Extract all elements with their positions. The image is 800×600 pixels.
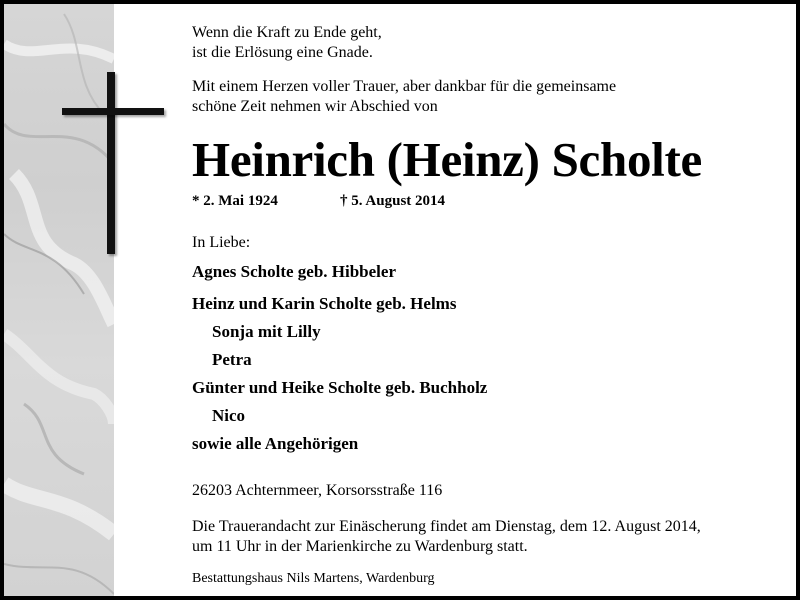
family-member-4: Petra (212, 350, 252, 369)
intro-line-1: Wenn die Kraft zu Ende geht, (192, 24, 382, 41)
in-love-label: In Liebe: (192, 234, 251, 251)
address: 26203 Achternmeer, Korsorsstraße 116 (192, 482, 443, 499)
service-line-2: um 11 Uhr in der Marienkirche zu Wardenburg statt. (192, 538, 528, 555)
birth-date: * 2. Mai 1924 (192, 193, 278, 209)
family-member-5: Günter und Heike Scholte geb. Buchholz (192, 378, 488, 397)
funeral-home: Bestattungshaus Nils Martens, Wardenburg (192, 571, 435, 586)
family-member-3: Sonja mit Lilly (212, 322, 321, 341)
cross-vertical-bar (107, 72, 115, 254)
deceased-name: Heinrich (Heinz) Scholte (192, 132, 702, 187)
cross-horizontal-bar (62, 108, 164, 115)
family-member-7: sowie alle Angehörigen (192, 434, 359, 453)
death-date: † 5. August 2014 (340, 193, 446, 209)
cross-icon (62, 72, 166, 254)
message-line-2: schöne Zeit nehmen wir Abschied von (192, 98, 438, 115)
family-member-6: Nico (212, 406, 246, 425)
message-line-1: Mit einem Herzen voller Trauer, aber dankbar für die gemeinsame (192, 78, 617, 95)
service-line-1: Die Trauerandacht zur Einäscherung findet am Dienstag, dem 12. August 2014, (192, 518, 701, 535)
intro-line-2: ist die Erlösung eine Gnade. (192, 44, 373, 61)
family-member-1: Agnes Scholte geb. Hibbeler (192, 262, 396, 281)
family-member-2: Heinz und Karin Scholte geb. Helms (192, 294, 457, 313)
